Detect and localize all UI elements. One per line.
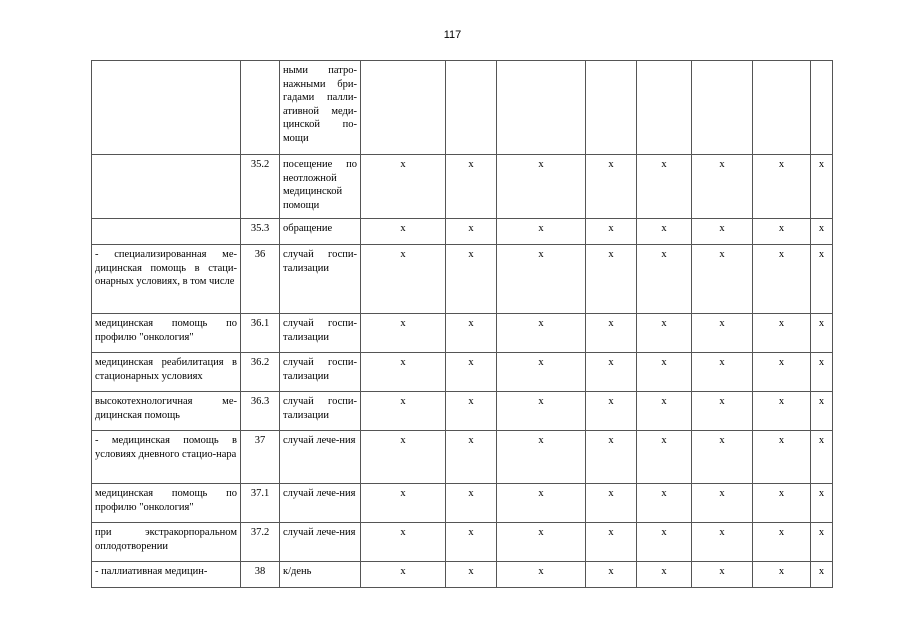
value-cell: х [637,392,692,431]
value-cell: х [446,523,497,562]
value-cell: х [753,353,811,392]
row-number-cell: 36.1 [241,314,280,353]
row-unit-cell: посещение по неотложной медицинской помощи [280,155,361,219]
table-body [92,61,833,588]
row-unit-cell: к/день [280,562,361,588]
value-cell: х [497,353,586,392]
value-cell: х [692,484,753,523]
value-cell: х [361,562,446,588]
value-cell: х [692,314,753,353]
value-cell: х [497,245,586,314]
row-number-cell: 36.3 [241,392,280,431]
value-cell [446,61,497,155]
value-cell: х [446,353,497,392]
table-row [92,523,833,562]
value-cell: х [446,245,497,314]
row-number-cell: 36 [241,245,280,314]
table-row [92,245,833,314]
row-name-cell: медицинская помощь по профилю "онкология" [92,484,241,523]
value-cell [811,61,833,155]
value-cell: х [497,523,586,562]
data-table [91,60,833,588]
value-cell: х [446,484,497,523]
value-cell: х [586,245,637,314]
table-row [92,353,833,392]
value-cell: х [811,155,833,219]
value-cell: х [497,484,586,523]
row-name-cell [92,219,241,245]
row-unit-cell: случай госпи-тализации [280,245,361,314]
value-cell: х [497,562,586,588]
row-number-cell: 37.1 [241,484,280,523]
value-cell: х [361,523,446,562]
row-unit-cell: случай лече-ния [280,484,361,523]
value-cell: х [361,353,446,392]
row-number-cell: 35.3 [241,219,280,245]
value-cell: х [446,155,497,219]
row-name-cell: - паллиативная медицин- [92,562,241,588]
value-cell: х [811,353,833,392]
value-cell: х [637,314,692,353]
value-cell: х [446,431,497,484]
row-name-cell: при экстракорпоральном оплодотворении [92,523,241,562]
row-unit-cell: случай госпи-тализации [280,392,361,431]
row-name-cell: - медицинская помощь в условиях дневного стацио-нара [92,431,241,484]
row-name-cell [92,61,241,155]
table-row [92,314,833,353]
value-cell: х [637,219,692,245]
value-cell: х [361,155,446,219]
value-cell: х [811,523,833,562]
value-cell: х [637,155,692,219]
value-cell: х [811,314,833,353]
value-cell [361,61,446,155]
row-unit-cell: случай лече-ния [280,431,361,484]
table-row [92,392,833,431]
page-number: 117 [443,29,462,41]
value-cell: х [586,155,637,219]
row-name-cell: - специализированная ме-дицинская помощь в стаци-онарных условиях, в том числе [92,245,241,314]
value-cell: х [692,431,753,484]
value-cell: х [692,353,753,392]
row-unit-cell: обращение [280,219,361,245]
value-cell: х [586,523,637,562]
value-cell: х [497,392,586,431]
value-cell: х [753,562,811,588]
value-cell: х [753,484,811,523]
value-cell: х [637,562,692,588]
table-row [92,155,833,219]
table-row [92,219,833,245]
value-cell: х [753,155,811,219]
value-cell [586,61,637,155]
value-cell: х [811,484,833,523]
row-number-cell [241,61,280,155]
value-cell: х [446,219,497,245]
value-cell: х [361,245,446,314]
value-cell: х [637,245,692,314]
value-cell: х [692,523,753,562]
value-cell: х [586,562,637,588]
value-cell: х [811,392,833,431]
row-number-cell: 38 [241,562,280,588]
table-row [92,484,833,523]
value-cell: х [692,219,753,245]
value-cell: х [586,392,637,431]
row-name-cell: высокотехнологичная ме-дицинская помощь [92,392,241,431]
value-cell: х [361,392,446,431]
row-unit-cell: случай лече-ния [280,523,361,562]
value-cell: х [692,392,753,431]
value-cell: х [586,431,637,484]
row-number-cell: 37 [241,431,280,484]
value-cell: х [753,245,811,314]
value-cell [637,61,692,155]
row-name-cell: медицинская реабилитация в стационарных условиях [92,353,241,392]
value-cell: х [361,484,446,523]
value-cell: х [637,484,692,523]
row-name-cell [92,155,241,219]
value-cell: х [446,562,497,588]
table-row [92,61,833,155]
value-cell: х [811,245,833,314]
value-cell: х [753,392,811,431]
value-cell: х [497,155,586,219]
row-number-cell: 36.2 [241,353,280,392]
table-row [92,562,833,588]
value-cell: х [446,314,497,353]
value-cell: х [361,219,446,245]
value-cell: х [637,431,692,484]
value-cell: х [637,353,692,392]
value-cell: х [446,392,497,431]
table-row [92,431,833,484]
row-unit-cell: случай госпи-тализации [280,314,361,353]
row-name-cell: медицинская помощь по профилю "онкология" [92,314,241,353]
row-number-cell: 35.2 [241,155,280,219]
value-cell: х [497,219,586,245]
value-cell: х [811,219,833,245]
value-cell: х [811,431,833,484]
value-cell: х [811,562,833,588]
value-cell: х [586,484,637,523]
value-cell: х [586,219,637,245]
row-unit-cell: ными патро-нажными бри-гадами палли-ативной меди-цинской по-мощи [280,61,361,155]
value-cell: х [497,431,586,484]
value-cell: х [753,431,811,484]
value-cell: х [753,523,811,562]
value-cell: х [637,523,692,562]
value-cell: х [361,431,446,484]
row-unit-cell: случай госпи-тализации [280,353,361,392]
value-cell: х [361,314,446,353]
value-cell: х [692,245,753,314]
value-cell: х [692,155,753,219]
row-number-cell: 37.2 [241,523,280,562]
value-cell: х [497,314,586,353]
value-cell [692,61,753,155]
value-cell: х [586,314,637,353]
value-cell: х [753,314,811,353]
value-cell [497,61,586,155]
value-cell: х [753,219,811,245]
value-cell: х [692,562,753,588]
value-cell [753,61,811,155]
value-cell: х [586,353,637,392]
